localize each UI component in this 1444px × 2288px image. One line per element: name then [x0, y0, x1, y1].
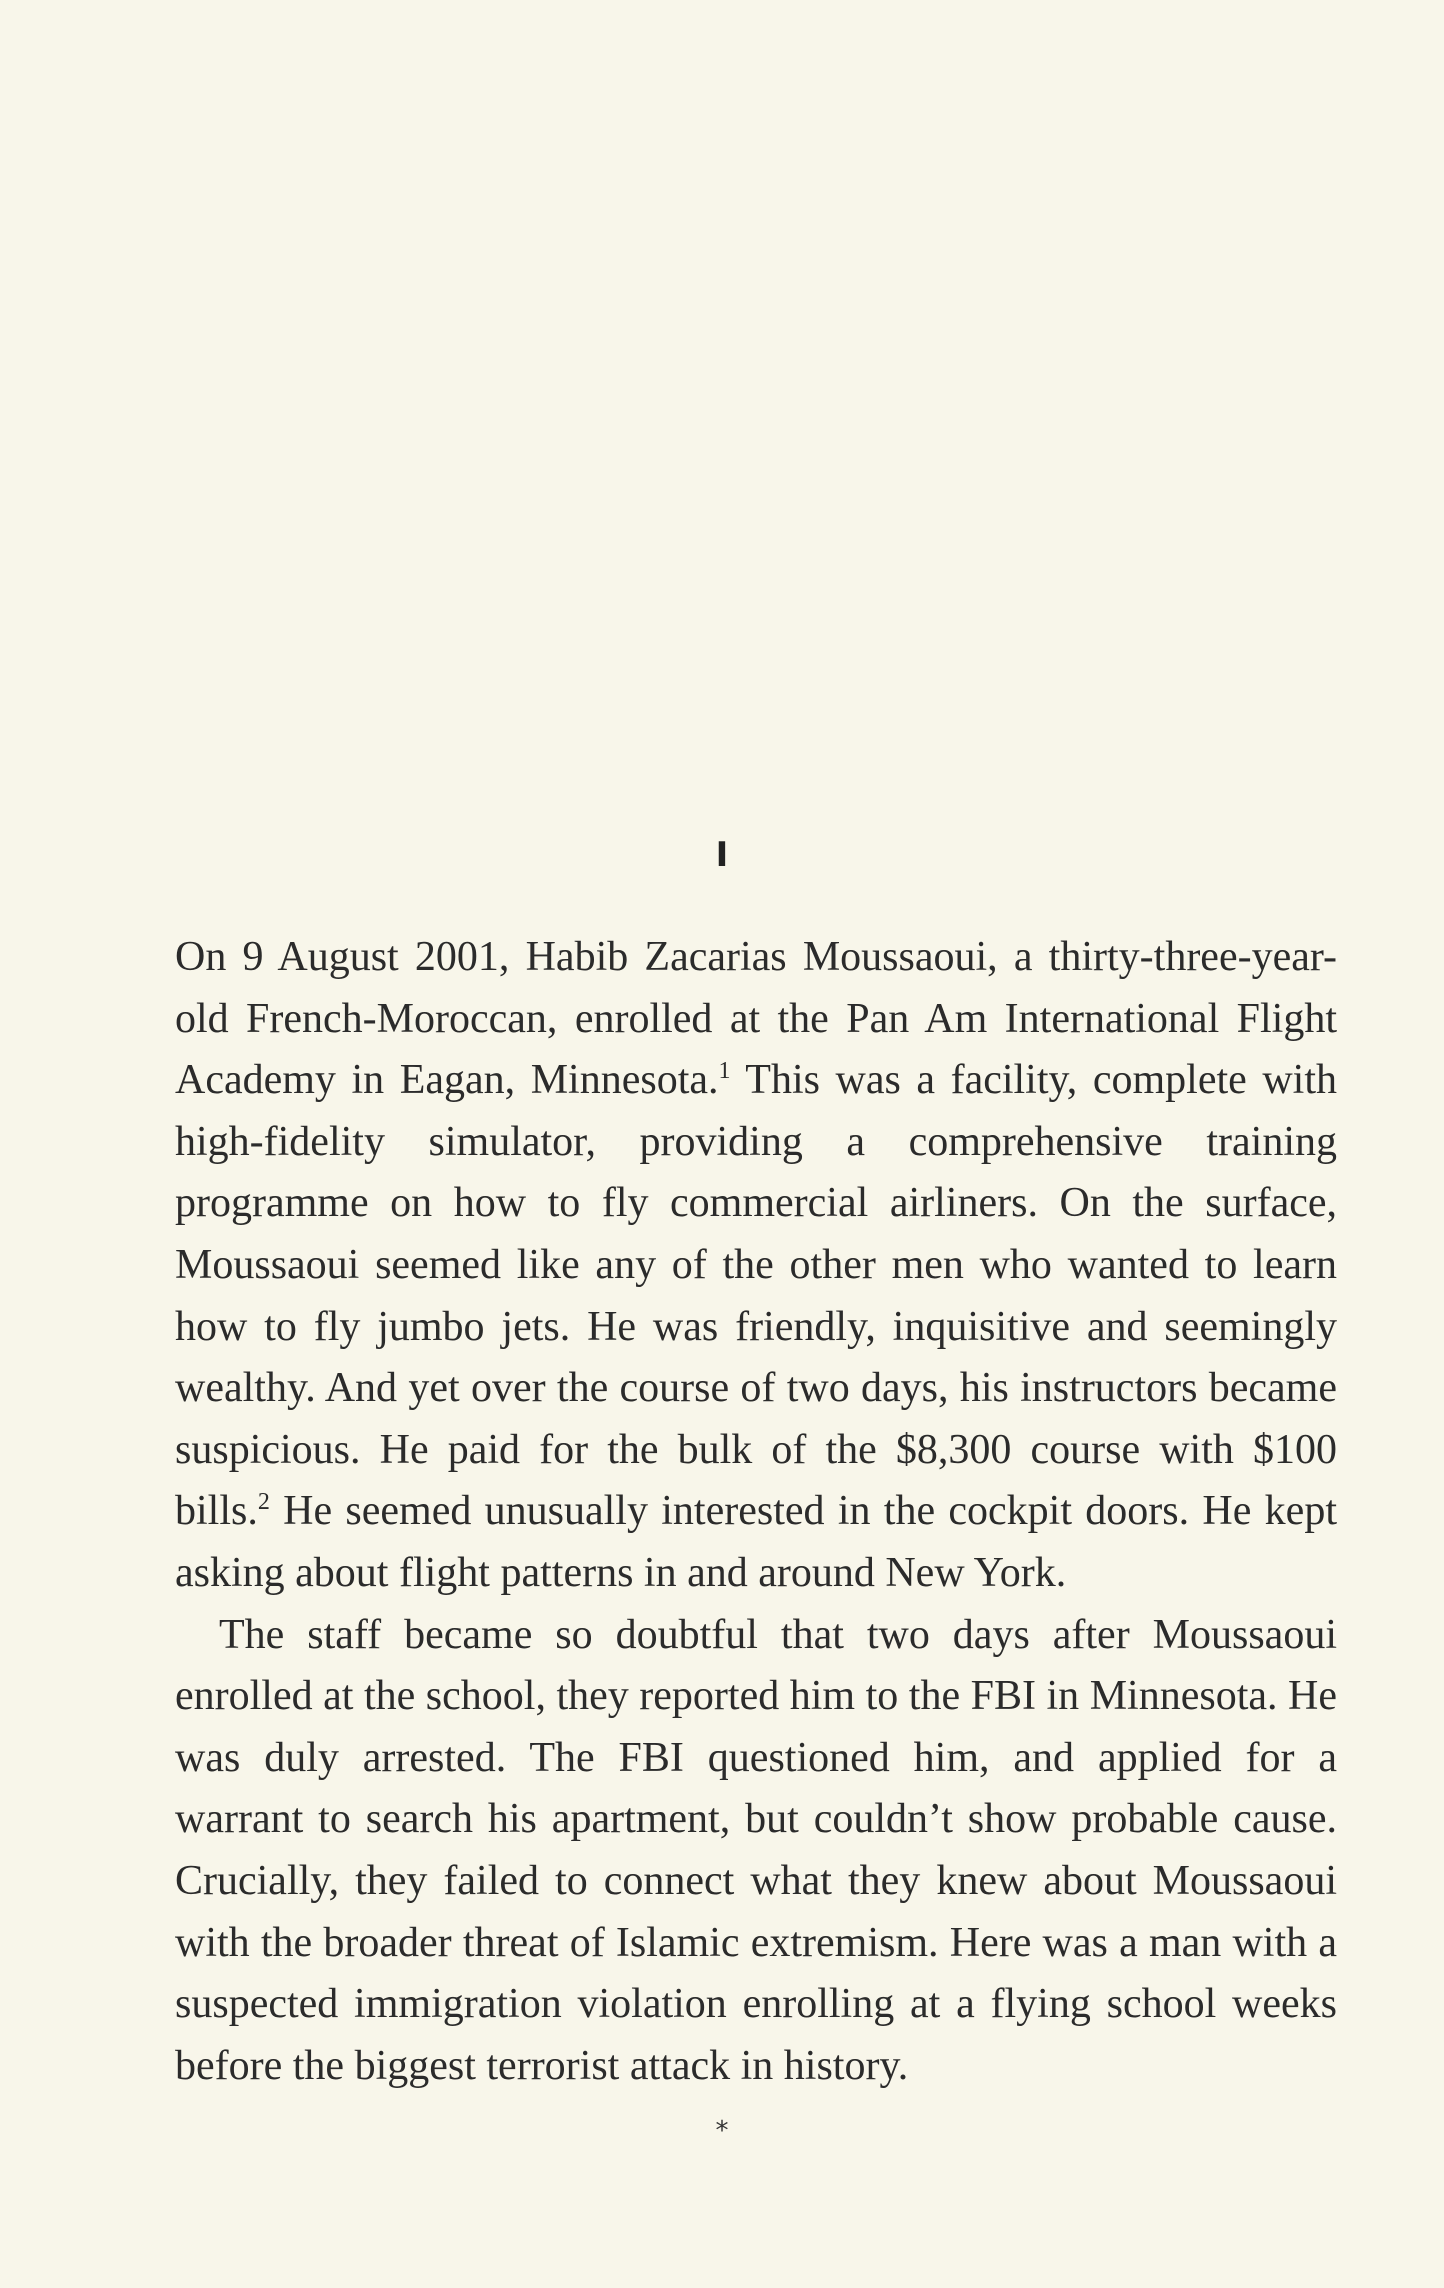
section-number: I [715, 835, 729, 875]
footnote-marker-1: 1 [718, 1058, 731, 1085]
section-break-asterisk: * [715, 2116, 729, 2146]
footnote-marker-2: 2 [257, 1489, 270, 1516]
paragraph-2-text: The staff became so doubtful that two days after Moussaoui enrolled at the school, they reported him to the FBI in Minnesota. He was duly arrested. The FBI questioned him, and applied for a warrant to search his apartment, but couldn’t show probable cause. Crucially, they failed to connect what they knew about Moussaoui with the broader threat of Islamic extremism. Here was a man with a suspected immigration violation enrolling at a flying school weeks before the biggest terrorist attack in history. [175, 1611, 1337, 2089]
paragraph-2 [175, 1605, 1337, 2098]
paragraph-1-text-a: On 9 August 2001, Habib Zacarias Moussaoui, a thirty-three-year-old French-Moroccan, enrolled at the Pan Am International Flight Academy in Eagan, Minnesota. [175, 934, 1337, 1104]
paragraph-1-text-b: This was a facility, complete with high-fidelity simulator, providing a comprehensive training programme on how to fly commercial airliners. On the surface, Moussaoui seemed like any of the other men who wanted to learn how to fly jumbo jets. He was friendly, inquisitive and seemingly wealthy. And yet over the course of two days, his instructors became suspicious. He paid for the bulk of the $8,300 course with $100 bills. [175, 1057, 1337, 1535]
paragraph-1-text-c: He seemed unusually interested in the cockpit doors. He kept asking about flight patterns in and around New York. [175, 1488, 1337, 1596]
body-text [175, 927, 1337, 2097]
paragraph-1 [175, 927, 1337, 1605]
